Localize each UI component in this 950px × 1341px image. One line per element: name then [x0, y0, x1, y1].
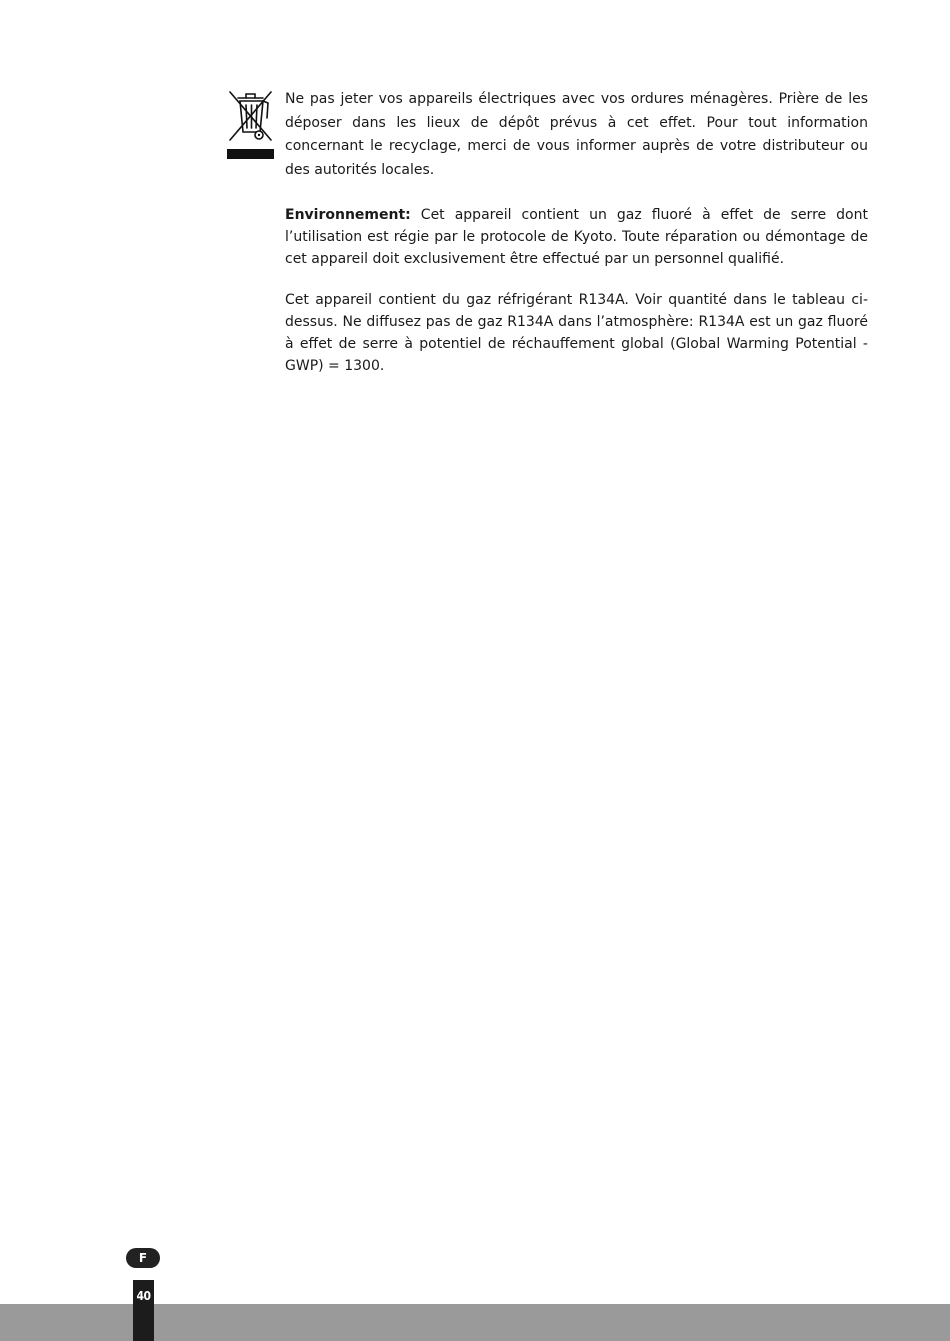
refrigerant-paragraph: Cet appareil contient du gaz réfrigérant R134A. Voir quantité dans le tableau ci-dessus. Ne diffusez pas de gaz R134A dans l’atmosphère: R134A est un gaz fluoré à effet de serre à potentiel de réchauffement global (Global Warming Potential - GWP) = 1300.	[285, 292, 868, 374]
environment-text: Cet appareil contient un gaz fluoré à effet de serre dont l’utilisation est régie par le protocole de Kyoto. Toute réparation ou démontage de cet appareil doit exclusivement être effectué par un personnel qualifié.	[285, 207, 868, 267]
weee-bin-icon	[227, 88, 274, 160]
page-number: 40	[136, 1289, 151, 1303]
environment-label: Environnement:	[285, 207, 411, 223]
language-badge: F	[126, 1248, 160, 1268]
environment-paragraph	[285, 204, 868, 270]
recycling-paragraph: Ne pas jeter vos appareils électriques avec vos ordures ménagères. Prière de les déposer dans les lieux de dépôt prévus à cet effet. Pour tout information concernant le recyclage, merci de vous informer auprès de votre distributeur ou des autorités locales.	[285, 91, 868, 178]
